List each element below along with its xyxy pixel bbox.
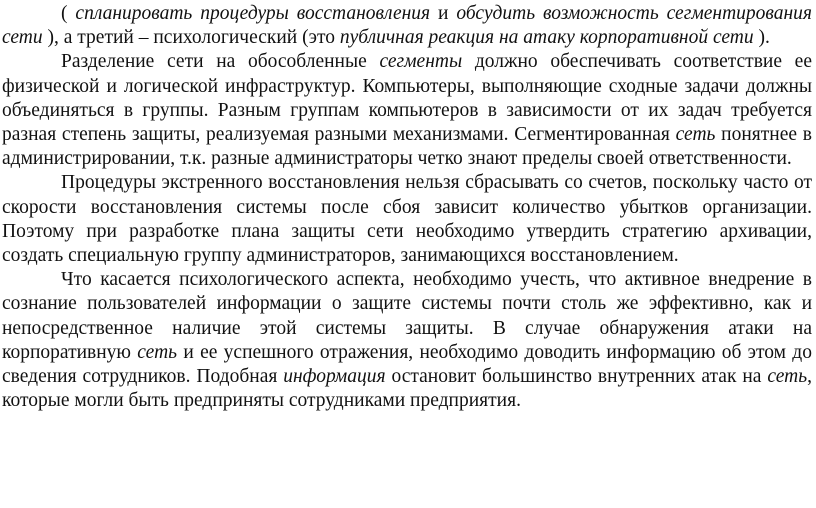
italic-term: сегменты: [379, 51, 463, 73]
paragraph-psychological: [2, 268, 812, 413]
text-run: и ее успешного отражения, необходимо доводить информацию об этом до сведения сотрудников. Подобная: [2, 341, 812, 388]
text-run: Что касается психологического аспекта, необходимо учесть, что активное внедрение в сознание пользователей информации о защите системы почти столь же эффективно, как и непосредственное наличие этой системы защиты. В случае обнаружения атаки на корпоративную: [2, 269, 812, 363]
italic-term: спланировать процедуры восстановления: [75, 3, 431, 24]
italic-term: сеть: [767, 366, 808, 388]
text-run: остановит большинство внутренних атак на: [385, 366, 768, 388]
text-run: , которые могли быть предприняты сотрудниками предприятия.: [2, 366, 812, 412]
italic-term: сеть: [675, 124, 716, 146]
italic-term: публичная реакция на атаку корпоративной сети: [339, 27, 754, 49]
text-run: должно обеспечивать соответствие ее физической и логической инфраструктур. Компьютеры, выполняющие сходные задачи должны объединяться в группы. Разным группам компьютеров в зависимости от их задач требуется разная степень защиты, реализуемая разными механизмами. Сегментированная: [2, 51, 812, 146]
text-run: Процедуры экстренного восстановления нельзя сбрасывать со счетов, поскольку часто от скорости восстановления системы после сбоя зависит количество убытков организации. Поэтому при разработке плана защиты сети необходимо утвердить стратегию архивации, создать специальную группу администраторов, занимающихся восстановлением.: [2, 172, 812, 267]
italic-term: сеть: [137, 341, 178, 363]
paragraph-intro: [2, 2, 812, 50]
italic-term: обсудить возможность сегментирования сети: [2, 3, 812, 49]
text-run: и: [430, 3, 457, 24]
text-run: Разделение сети на обособленные: [61, 51, 380, 73]
paragraph-recovery: [2, 171, 812, 268]
text-run: ).: [753, 27, 770, 49]
paragraph-segmentation: [2, 50, 812, 171]
text-run: ), а третий – психологический (это: [42, 27, 340, 49]
italic-term: информация: [283, 366, 386, 388]
text-run: (: [61, 3, 76, 24]
text-run: понятнее в администрировании, т.к. разные администраторы четко знают пределы своей ответственности.: [2, 124, 812, 170]
